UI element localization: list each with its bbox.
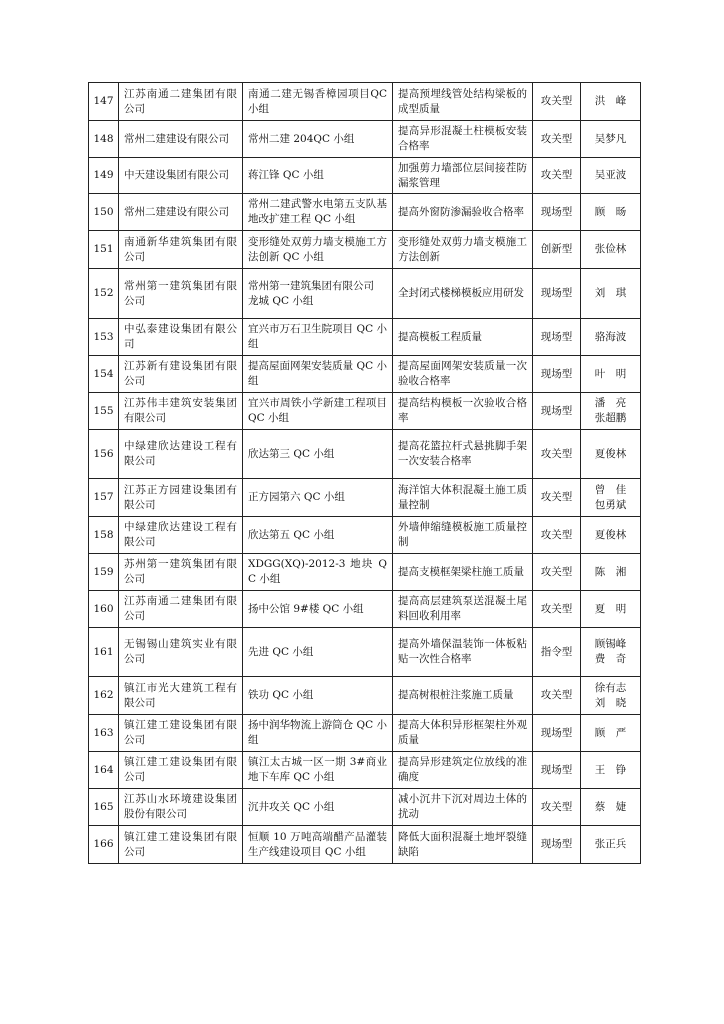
contact-person: 顾 旸 bbox=[581, 194, 641, 231]
qc-team-name: 变形缝处双剪力墙支模施工方法创新 QC 小组 bbox=[243, 231, 393, 269]
project-topic: 提高结构模板一次验收合格率 bbox=[393, 393, 533, 430]
project-topic: 提高支模框架梁柱施工质量 bbox=[393, 554, 533, 591]
contact-person: 顾 严 bbox=[581, 715, 641, 752]
project-type: 指令型 bbox=[533, 628, 581, 677]
project-type: 创新型 bbox=[533, 231, 581, 269]
project-type: 攻关型 bbox=[533, 121, 581, 158]
contact-person: 叶 明 bbox=[581, 356, 641, 393]
row-number: 148 bbox=[89, 121, 119, 158]
row-number: 165 bbox=[89, 789, 119, 826]
qc-team-name: 铁功 QC 小组 bbox=[243, 677, 393, 715]
project-type: 攻关型 bbox=[533, 158, 581, 194]
company-name: 中绿建欣达建设工程有限公司 bbox=[119, 430, 243, 479]
contact-person bbox=[581, 393, 641, 430]
company-name: 中绿建欣达建设工程有限公司 bbox=[119, 517, 243, 554]
table-row bbox=[89, 231, 641, 269]
cell-line: 刘 晓 bbox=[594, 696, 627, 709]
table-row bbox=[89, 319, 641, 356]
row-number: 149 bbox=[89, 158, 119, 194]
project-type: 攻关型 bbox=[533, 430, 581, 479]
qc-team-name: 沉井攻关 QC 小组 bbox=[243, 789, 393, 826]
company-name: 江苏伟丰建筑安装集团有限公司 bbox=[119, 393, 243, 430]
cell-line: 徐有志 bbox=[594, 681, 627, 694]
table-row bbox=[89, 715, 641, 752]
company-name: 镇江建工建设集团有限公司 bbox=[119, 826, 243, 864]
project-type: 现场型 bbox=[533, 826, 581, 864]
project-topic: 提高异形混凝土柱模板安装合格率 bbox=[393, 121, 533, 158]
table-body bbox=[89, 83, 641, 864]
row-number: 150 bbox=[89, 194, 119, 231]
contact-person: 蔡 婕 bbox=[581, 789, 641, 826]
qc-team-name: 提高屋面网架安装质量 QC 小组 bbox=[243, 356, 393, 393]
company-name: 江苏新有建设集团有限公司 bbox=[119, 356, 243, 393]
cell-line: 包勇斌 bbox=[594, 498, 627, 511]
qc-team-name: 南通二建无锡香樟园项目QC 小组 bbox=[243, 83, 393, 121]
contact-person: 吴亚波 bbox=[581, 158, 641, 194]
row-number: 156 bbox=[89, 430, 119, 479]
project-type: 现场型 bbox=[533, 269, 581, 319]
row-number: 164 bbox=[89, 752, 119, 789]
qc-team-name: 先进 QC 小组 bbox=[243, 628, 393, 677]
company-name: 江苏南通二建集团有限公司 bbox=[119, 591, 243, 628]
project-topic: 提高大体积异形框架柱外观质量 bbox=[393, 715, 533, 752]
table-row bbox=[89, 628, 641, 677]
contact-person bbox=[581, 677, 641, 715]
contact-person: 陈 湘 bbox=[581, 554, 641, 591]
table-row bbox=[89, 479, 641, 517]
project-topic: 减小沉井下沉对周边土体的扰动 bbox=[393, 789, 533, 826]
project-type: 攻关型 bbox=[533, 789, 581, 826]
company-name: 江苏正方园建设集团有限公司 bbox=[119, 479, 243, 517]
table-row bbox=[89, 269, 641, 319]
row-number: 166 bbox=[89, 826, 119, 864]
row-number: 153 bbox=[89, 319, 119, 356]
qc-team-name: 常州二建武警水电第五支队基地改扩建工程 QC 小组 bbox=[243, 194, 393, 231]
company-name: 南通新华建筑集团有限公司 bbox=[119, 231, 243, 269]
qc-award-table bbox=[88, 82, 641, 864]
table-row bbox=[89, 158, 641, 194]
project-type: 攻关型 bbox=[533, 677, 581, 715]
contact-person: 王 铮 bbox=[581, 752, 641, 789]
row-number: 152 bbox=[89, 269, 119, 319]
contact-person: 夏 明 bbox=[581, 591, 641, 628]
table-row bbox=[89, 194, 641, 231]
company-name: 苏州第一建筑集团有限公司 bbox=[119, 554, 243, 591]
project-topic: 提高外窗防渗漏验收合格率 bbox=[393, 194, 533, 231]
project-type: 现场型 bbox=[533, 319, 581, 356]
project-topic: 提高树根桩注浆施工质量 bbox=[393, 677, 533, 715]
row-number: 157 bbox=[89, 479, 119, 517]
contact-person: 刘 琪 bbox=[581, 269, 641, 319]
table-row bbox=[89, 356, 641, 393]
project-topic: 提高预埋线管处结构梁板的成型质量 bbox=[393, 83, 533, 121]
project-type: 现场型 bbox=[533, 715, 581, 752]
project-topic: 降低大面积混凝土地坪裂缝缺陷 bbox=[393, 826, 533, 864]
project-type: 攻关型 bbox=[533, 554, 581, 591]
row-number: 147 bbox=[89, 83, 119, 121]
company-name: 江苏山水环境建设集团股份有限公司 bbox=[119, 789, 243, 826]
qc-team-name: 恒顺 10 万吨高端醋产品灌装生产线建设项目 QC 小组 bbox=[243, 826, 393, 864]
project-topic: 提高屋面网架安装质量一次验收合格率 bbox=[393, 356, 533, 393]
project-type: 攻关型 bbox=[533, 591, 581, 628]
qc-team-name: 镇江太古城一区一期 3#商业地下车库 QC 小组 bbox=[243, 752, 393, 789]
project-type: 现场型 bbox=[533, 194, 581, 231]
contact-person: 夏俊林 bbox=[581, 517, 641, 554]
contact-person: 张正兵 bbox=[581, 826, 641, 864]
project-topic: 外墙伸缩缝模板施工质量控制 bbox=[393, 517, 533, 554]
table-row bbox=[89, 121, 641, 158]
qc-team-name: XDGG(XQ)-2012-3 地块 QC 小组 bbox=[243, 554, 393, 591]
company-name: 中天建设集团有限公司 bbox=[119, 158, 243, 194]
project-type: 现场型 bbox=[533, 752, 581, 789]
project-type: 现场型 bbox=[533, 393, 581, 430]
contact-person: 骆海波 bbox=[581, 319, 641, 356]
contact-person: 夏俊林 bbox=[581, 430, 641, 479]
row-number: 160 bbox=[89, 591, 119, 628]
qc-team-name: 扬中润华物流上游筒仓 QC 小组 bbox=[243, 715, 393, 752]
award-list-sheet bbox=[88, 82, 640, 864]
company-name: 中弘泰建设集团有限公司 bbox=[119, 319, 243, 356]
qc-team-name: 蒋江锋 QC 小组 bbox=[243, 158, 393, 194]
project-topic: 海洋馆大体积混凝土施工质量控制 bbox=[393, 479, 533, 517]
project-topic: 提高花篮拉杆式悬挑脚手架一次安装合格率 bbox=[393, 430, 533, 479]
project-topic: 全封闭式楼梯模板应用研发 bbox=[393, 269, 533, 319]
project-topic: 变形缝处双剪力墙支模施工方法创新 bbox=[393, 231, 533, 269]
contact-person bbox=[581, 479, 641, 517]
row-number: 159 bbox=[89, 554, 119, 591]
contact-person: 吴梦凡 bbox=[581, 121, 641, 158]
cell-line: 费 奇 bbox=[594, 653, 627, 665]
row-number: 161 bbox=[89, 628, 119, 677]
qc-team-name: 宜兴市周铁小学新建工程项目 QC 小组 bbox=[243, 393, 393, 430]
cell-line: 张超鹏 bbox=[594, 412, 627, 424]
project-topic: 提高模板工程质量 bbox=[393, 319, 533, 356]
row-number: 163 bbox=[89, 715, 119, 752]
table-row bbox=[89, 591, 641, 628]
company-name: 镇江建工建设集团有限公司 bbox=[119, 752, 243, 789]
qc-team-name: 欣达第五 QC 小组 bbox=[243, 517, 393, 554]
project-type: 攻关型 bbox=[533, 479, 581, 517]
project-type: 现场型 bbox=[533, 356, 581, 393]
cell-line: 顾锡峰 bbox=[594, 638, 627, 650]
contact-person: 洪 峰 bbox=[581, 83, 641, 121]
table-row bbox=[89, 430, 641, 479]
table-row bbox=[89, 826, 641, 864]
project-topic: 提高外墙保温装饰一体板粘贴一次性合格率 bbox=[393, 628, 533, 677]
project-topic: 提高高层建筑泵送混凝土尾料回收利用率 bbox=[393, 591, 533, 628]
row-number: 155 bbox=[89, 393, 119, 430]
cell-line: 龙城 QC 小组 bbox=[248, 294, 314, 307]
qc-team-name: 扬中公馆 9#楼 QC 小组 bbox=[243, 591, 393, 628]
table-row bbox=[89, 83, 641, 121]
qc-team-name: 宜兴市万石卫生院项目 QC 小组 bbox=[243, 319, 393, 356]
company-name: 江苏南通二建集团有限公司 bbox=[119, 83, 243, 121]
row-number: 154 bbox=[89, 356, 119, 393]
cell-line: 潘 亮 bbox=[594, 397, 627, 409]
qc-team-name bbox=[243, 269, 393, 319]
cell-line: 曾 佳 bbox=[594, 483, 627, 496]
table-row bbox=[89, 517, 641, 554]
company-name: 镇江市光大建筑工程有限公司 bbox=[119, 677, 243, 715]
qc-team-name: 正方园第六 QC 小组 bbox=[243, 479, 393, 517]
contact-person bbox=[581, 628, 641, 677]
contact-person: 张俭林 bbox=[581, 231, 641, 269]
project-topic: 提高异形建筑定位放线的准确度 bbox=[393, 752, 533, 789]
cell-line: 常州第一建筑集团有限公司 bbox=[248, 279, 374, 292]
company-name: 常州二建建设有限公司 bbox=[119, 194, 243, 231]
table-row bbox=[89, 752, 641, 789]
table-row bbox=[89, 554, 641, 591]
company-name: 镇江建工建设集团有限公司 bbox=[119, 715, 243, 752]
company-name: 常州第一建筑集团有限公司 bbox=[119, 269, 243, 319]
company-name: 常州二建建设有限公司 bbox=[119, 121, 243, 158]
project-type: 攻关型 bbox=[533, 83, 581, 121]
company-name: 无锡锡山建筑实业有限公司 bbox=[119, 628, 243, 677]
project-topic: 加强剪力墙部位层间接茬防漏浆管理 bbox=[393, 158, 533, 194]
qc-team-name: 常州二建 204QC 小组 bbox=[243, 121, 393, 158]
row-number: 151 bbox=[89, 231, 119, 269]
row-number: 162 bbox=[89, 677, 119, 715]
project-type: 攻关型 bbox=[533, 517, 581, 554]
table-row bbox=[89, 393, 641, 430]
qc-team-name: 欣达第三 QC 小组 bbox=[243, 430, 393, 479]
table-row bbox=[89, 789, 641, 826]
table-row bbox=[89, 677, 641, 715]
row-number: 158 bbox=[89, 517, 119, 554]
